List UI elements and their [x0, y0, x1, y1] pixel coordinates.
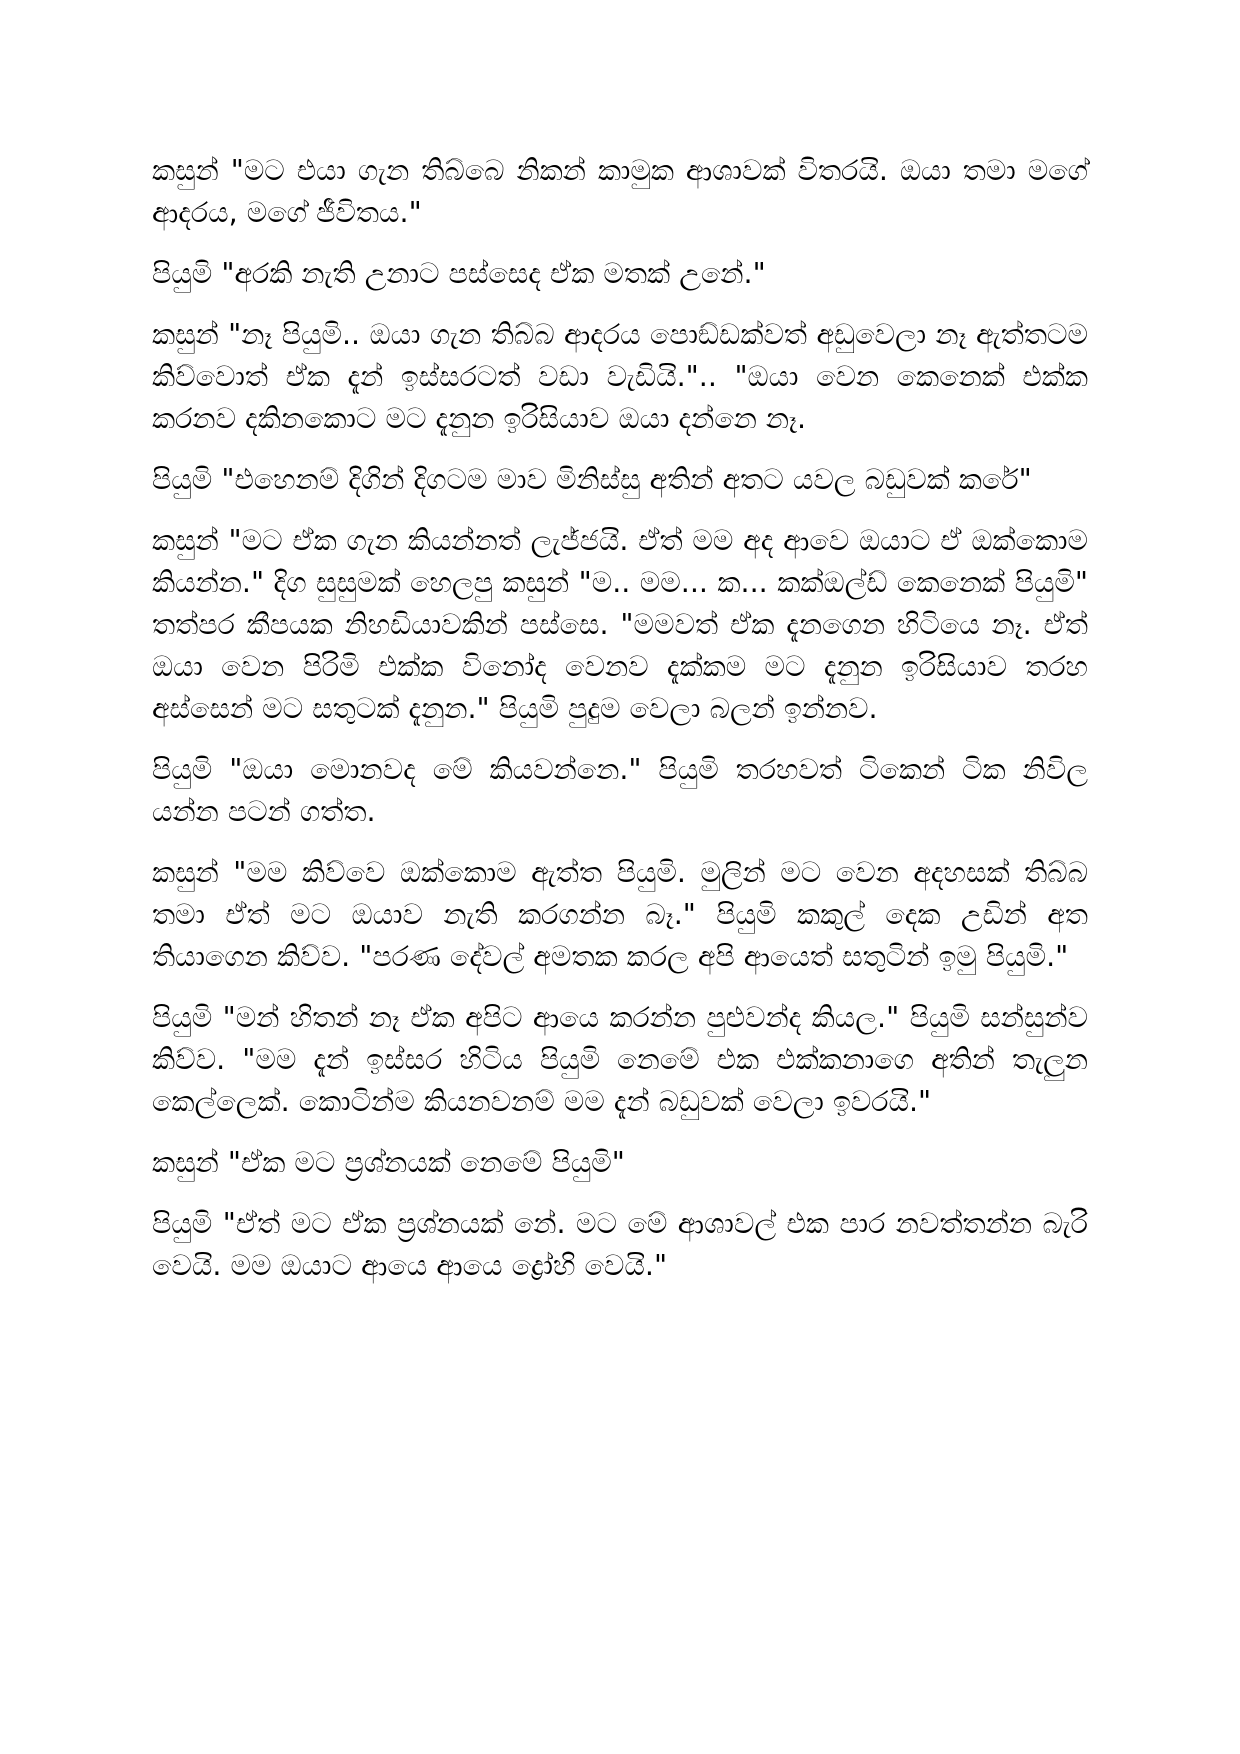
- paragraph-4: පියුමි "එහෙනම් දිගින් දිගටම මාව මිනිස්සු අතින් අතට යවල බඩුවක් කරේ": [152, 463, 1032, 496]
- paragraph-3: කසුන් "නෑ පියුමි.. ඔයා ගැන තිබ්බ ආදරය පොඞ්ඩක්වත් අඩුවෙලා නෑ ඇත්තටම කිව්වොත් ඒක දැන් ඉස්සරටත් වඩා වැඩියි.".. "ඔයා වෙන කෙනෙක් එක්ක කරනව දකිනකොට මට දැනුන ඉරිසියාව ඔයා දන්නෙ නෑ.: [152, 318, 1088, 435]
- paragraph-2: පියුමි "අරකි නැති උනාට පස්සෙද ඒක මතක් උනේ.": [152, 257, 766, 290]
- paragraph-5: කසුන් "මට ඒක ගැන කියන්නත් ලැජ්ජයි. ඒත් මම අද ආවෙ ඔයාට ඒ ඔක්කොම කියන්න." දිග සුසුමක් හෙලපු කසුන් "ම.. මම... ක... කක්ඔල්ඩ් කෙනෙක් පියුමි" තත්පර කීපයක නිහඩියාවකින් පස්සෙ. "මමවත් ඒක දැනගෙන හිටියෙ නෑ. ඒත් ඔයා වෙන පිරිමි එක්ක විනෝද වෙනව දැක්කම මට දැනුන ඉරිසියාව තරහ අස්සෙන් මට සතුටක් දැනුන." පියුමි පුදුම වෙලා බලන් ඉන්නව.: [152, 524, 1088, 725]
- paragraph-10: පියුමි "ඒත් මට ඒක ප්‍රශ්නයක් නේ. මට මේ ආශාවල් එක පාර නවත්තන්න බැරි වෙයි. මම ඔයාට ආයෙ ආයෙ ද්‍රෝහි වෙයි.": [152, 1207, 1088, 1282]
- paragraph-7: කසුන් "මම කිව්වෙ ඔක්කොම ඇත්ත පියුමි. මුලින් මට වෙන අදහසක් තිබ්බ තමා ඒත් මට ඔයාව නැති කරගන්න බෑ." පියුමි කකුල් දෙක උඩින් අත තියාගෙන කිව්ව. "පරණ දේවල් අමතක කරල අපි ආයෙත් සතුටින් ඉමු පියුමි.": [152, 856, 1088, 973]
- paragraph-8: පියුමි "මන් හිතන් නෑ ඒක අපිට ආයෙ කරන්න පුළුවන්ද කියල." පියුමි සන්සුන්ව කිව්ව. "මම දැන් ඉස්සර හිටිය පියුමි නෙමේ එක එක්කනාගෙ අතින් තැලුන කෙල්ලෙක්. කොටින්ම කියනවනම් මම දැන් බඩුවක් වෙලා ඉවරයි.": [152, 1001, 1088, 1118]
- paragraph-1: කසුන් "මට එයා ගැන තිබ්බෙ නිකන් කාමුක ආශාවක් විතරයි. ඔයා තමා මගේ ආදරය, මගේ ජීවිතය.": [152, 154, 1088, 229]
- paragraph-6: පියුමි "ඔයා මොනවද මේ කියවන්නෙ." පියුමි තරහවත් ටිකෙන් ටික නිවිල යන්න පටන් ගත්ත.: [152, 753, 1088, 828]
- paragraph-9: කසුන් "ඒක මට ප්‍රශ්නයක් නෙමේ පියුමි": [152, 1146, 625, 1179]
- story-text: [152, 150, 1088, 1306]
